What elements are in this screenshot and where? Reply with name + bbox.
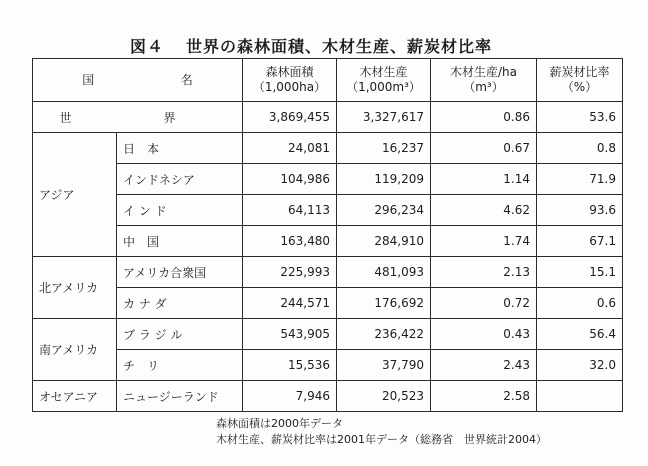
footnote-1: 森林面積は2000年データ — [216, 417, 343, 430]
figure-number: 図４ — [130, 37, 165, 56]
table-row — [33, 319, 623, 350]
forest-area: 104,986 — [243, 164, 337, 195]
header-perha — [431, 59, 537, 102]
fuelwood-ratio: 15.1 — [537, 257, 623, 288]
timber-production: 236,422 — [337, 319, 431, 350]
world-row — [33, 102, 623, 133]
page-title — [130, 34, 492, 57]
header-fuel-a: 薪炭材比率 — [549, 65, 610, 79]
forest-area: 163,480 — [243, 226, 337, 257]
country-name: 日 本 — [117, 133, 243, 164]
fuelwood-ratio: 0.6 — [537, 288, 623, 319]
timber-per-ha: 0.43 — [431, 319, 537, 350]
header-fuel-b: （%） — [561, 80, 598, 94]
header-timber — [337, 59, 431, 102]
timber-per-ha: 2.58 — [431, 381, 537, 412]
header-country — [33, 59, 243, 102]
timber-production: 37,790 — [337, 350, 431, 381]
header-fuel — [537, 59, 623, 102]
timber-production: 296,234 — [337, 195, 431, 226]
header-country-a: 国 — [82, 72, 95, 87]
country-name: 中 国 — [117, 226, 243, 257]
header-timber-b: （1,000m³） — [346, 80, 421, 94]
world-perha: 0.86 — [431, 102, 537, 133]
header-forest — [243, 59, 337, 102]
fuelwood-ratio: 67.1 — [537, 226, 623, 257]
timber-per-ha: 0.72 — [431, 288, 537, 319]
table-row — [33, 381, 623, 412]
forest-table — [32, 58, 623, 412]
forest-area: 24,081 — [243, 133, 337, 164]
timber-per-ha: 4.62 — [431, 195, 537, 226]
timber-per-ha: 1.74 — [431, 226, 537, 257]
timber-per-ha: 2.43 — [431, 350, 537, 381]
region-label: 北アメリカ — [33, 257, 117, 319]
region-label: 南アメリカ — [33, 319, 117, 381]
country-name: イ ン ド — [117, 195, 243, 226]
table-row — [33, 195, 623, 226]
timber-production: 176,692 — [337, 288, 431, 319]
title-text: 世界の森林面積、木材生産、薪炭材比率 — [186, 37, 493, 56]
world-timber: 3,327,617 — [337, 102, 431, 133]
country-name: ブ ラ ジ ル — [117, 319, 243, 350]
header-timber-a: 木材生産 — [359, 65, 408, 79]
region-label: アジア — [33, 133, 117, 257]
timber-per-ha: 2.13 — [431, 257, 537, 288]
timber-production: 20,523 — [337, 381, 431, 412]
timber-per-ha: 1.14 — [431, 164, 537, 195]
table-header-row — [33, 59, 623, 102]
fuelwood-ratio: 71.9 — [537, 164, 623, 195]
header-forest-b: （1,000ha） — [252, 80, 327, 94]
forest-area: 64,113 — [243, 195, 337, 226]
header-country-b: 名 — [180, 72, 193, 87]
header-perha-a: 木材生産/ha — [449, 65, 517, 79]
table-row — [33, 133, 623, 164]
table-row — [33, 226, 623, 257]
table-row — [33, 288, 623, 319]
timber-production: 119,209 — [337, 164, 431, 195]
forest-area: 7,946 — [243, 381, 337, 412]
timber-production: 16,237 — [337, 133, 431, 164]
country-name: ニュージーランド — [117, 381, 243, 412]
table-row — [33, 257, 623, 288]
forest-area: 225,993 — [243, 257, 337, 288]
fuelwood-ratio — [537, 381, 623, 412]
footnotes — [216, 416, 547, 448]
footnote-2: 木材生産、薪炭材比率は2001年データ（総務省 世界統計2004） — [216, 433, 547, 446]
timber-production: 284,910 — [337, 226, 431, 257]
forest-area: 15,536 — [243, 350, 337, 381]
fuelwood-ratio: 32.0 — [537, 350, 623, 381]
forest-area: 244,571 — [243, 288, 337, 319]
country-name: インドネシア — [117, 164, 243, 195]
world-forest: 3,869,455 — [243, 102, 337, 133]
timber-production: 481,093 — [337, 257, 431, 288]
timber-per-ha: 0.67 — [431, 133, 537, 164]
region-label: オセアニア — [33, 381, 117, 412]
header-perha-b: （m³） — [463, 80, 504, 94]
table-row — [33, 350, 623, 381]
country-name: チ リ — [117, 350, 243, 381]
country-name: アメリカ合衆国 — [117, 257, 243, 288]
world-label: 世 界 — [33, 102, 243, 133]
fuelwood-ratio: 0.8 — [537, 133, 623, 164]
fuelwood-ratio: 93.6 — [537, 195, 623, 226]
fuelwood-ratio: 56.4 — [537, 319, 623, 350]
forest-area: 543,905 — [243, 319, 337, 350]
header-forest-a: 森林面積 — [265, 65, 314, 79]
country-name: カ ナ ダ — [117, 288, 243, 319]
table-row — [33, 164, 623, 195]
world-fuel: 53.6 — [537, 102, 623, 133]
